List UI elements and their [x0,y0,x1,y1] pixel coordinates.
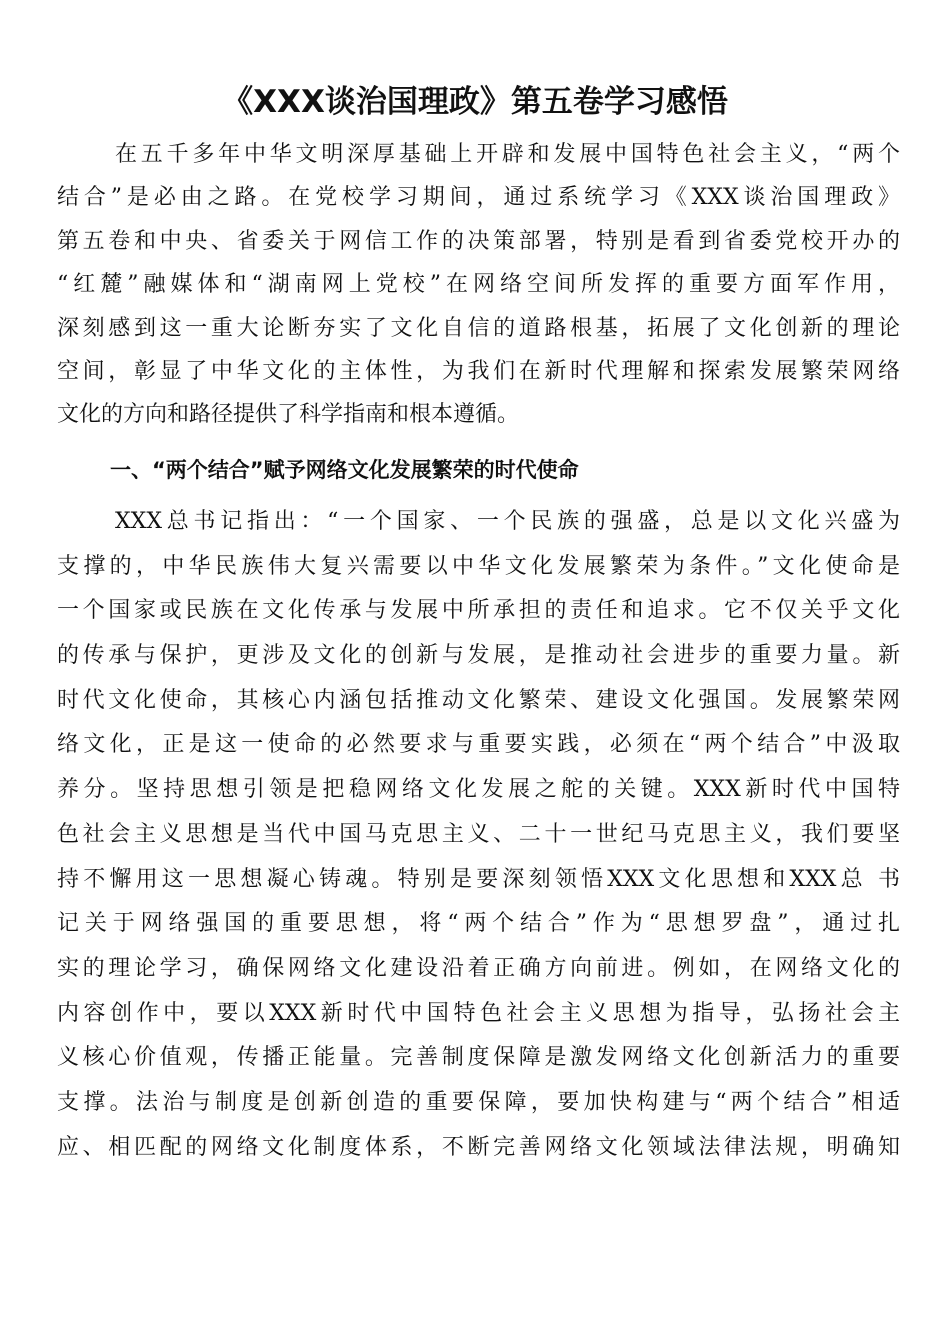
intro-paragraph [57,133,900,437]
text-line: 支撑的，中华民族伟大复兴需要以中华文化发展繁荣为条件。”文化使命是 [57,553,900,579]
text-line: 义核心价值观，传播正能量。完善制度保障是激发网络文化创新活力的重要 [57,1045,900,1071]
text-line: 持不懈用这一思想凝心铸魂。特别是要深刻领悟XXX文化思想和XXX总 书 [57,866,900,892]
text-line: “红麓”融媒体和“湖南网上党校”在网络空间所发挥的重要方面军作用， [57,272,900,298]
text-line: 在五千多年中华文明深厚基础上开辟和发展中国特色社会主义，“两个 [115,142,900,167]
text-line: 实的理论学习，确保网络文化建设沿着正确方向前进。例如，在网络文化的 [57,955,900,981]
text-line: 的传承与保护，更涉及文化的创新与发展，是推动社会进步的重要力量。新 [57,643,900,669]
text-line: 记关于网络强国的重要思想，将“两个结合”作为“思想罗盘”，通过扎 [57,911,900,937]
section-heading: 一、“两个结合”赋予网络文化发展繁荣的时代使命 [110,458,579,482]
text-line: 养分。坚持思想引领是把稳网络文化发展之舵的关键。XXX新时代中国特 [57,777,900,803]
text-line: 时代文化使命，其核心内涵包括推动文化繁荣、建设文化强国。发展繁荣网 [57,687,900,713]
text-line: 结合”是必由之路。在党校学习期间，通过系统学习《XXX谈治国理政》 [57,185,900,211]
text-line: 内容创作中，要以XXX新时代中国特色社会主义思想为指导，弘扬社会主 [57,1000,900,1026]
text-line: 空间，彰显了中华文化的主体性，为我们在新时代理解和探索发展繁荣网络 [57,358,900,384]
text-line: 文化的方向和路径提供了科学指南和根本遵循。 [57,402,520,428]
document-title: 《XXX谈治国理政》第五卷学习感悟 [222,84,728,120]
text-line: 色社会主义思想是当代中国马克思主义、二十一世纪马克思主义，我们要坚 [57,821,900,847]
text-line: 支撑。法治与制度是创新创造的重要保障，要加快构建与“两个结合”相适 [57,1089,900,1115]
text-line: 应、相匹配的网络文化制度体系，不断完善网络文化领域法律法规，明确知 [57,1134,900,1160]
text-line: 深刻感到这一重大论断夯实了文化自信的道路根基，拓展了文化创新的理论 [57,315,900,341]
text-line: 络文化，正是这一使命的必然要求与重要实践，必须在“两个结合”中汲取 [57,732,900,758]
text-line: 第五卷和中央、省委关于网信工作的决策部署，特别是看到省委党校开办的 [57,228,900,254]
text-line: XXX总书记指出：“一个国家、一个民族的强盛，总是以文化兴盛为 [115,509,900,534]
body-paragraph [57,500,900,1170]
text-line: 一个国家或民族在文化传承与发展中所承担的责任和追求。它不仅关乎文化 [57,598,900,624]
